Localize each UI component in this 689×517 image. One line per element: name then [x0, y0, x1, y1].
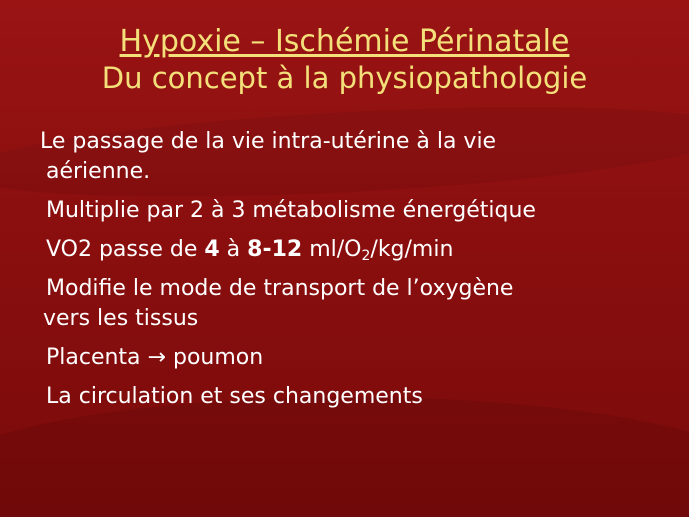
- bullet-list: [40, 127, 646, 421]
- bullet-text: Modifie le mode de transport de l’oxygène: [46, 276, 514, 301]
- bullet-text-part: ml/O: [302, 237, 362, 262]
- slide-title: [0, 24, 689, 96]
- bullet-item: [46, 235, 646, 265]
- bullet-text: Le passage de la vie intra-utérine à la vie: [40, 129, 497, 154]
- bullet-text-part: Placenta: [46, 345, 148, 370]
- bullet-text-part: poumon: [165, 345, 264, 370]
- bullet-item: [40, 127, 646, 187]
- title-line-1: Hypoxie – Ischémie Périnatale: [119, 24, 570, 59]
- bullet-text-part: à: [219, 237, 248, 262]
- bold-value: 4: [204, 237, 220, 262]
- bullet-item: [46, 343, 646, 373]
- subscript: 2: [361, 248, 371, 264]
- bullet-text-part: VO2 passe de: [46, 237, 205, 262]
- bullet-text: La circulation et ses changements: [46, 384, 423, 409]
- bullet-text-continued: aérienne.: [46, 159, 151, 184]
- bullet-text-part: /kg/min: [370, 237, 454, 262]
- bullet-item: [46, 382, 646, 412]
- bold-value: 8-12: [247, 237, 303, 262]
- bullet-text: Multiplie par 2 à 3 métabolisme énergétique: [46, 198, 536, 223]
- title-line-2: Du concept à la physiopathologie: [101, 61, 588, 95]
- bullet-item: [46, 196, 646, 226]
- bullet-item: [43, 274, 646, 334]
- bullet-text-continued: vers les tissus: [43, 306, 199, 331]
- arrow-icon: →: [147, 345, 166, 370]
